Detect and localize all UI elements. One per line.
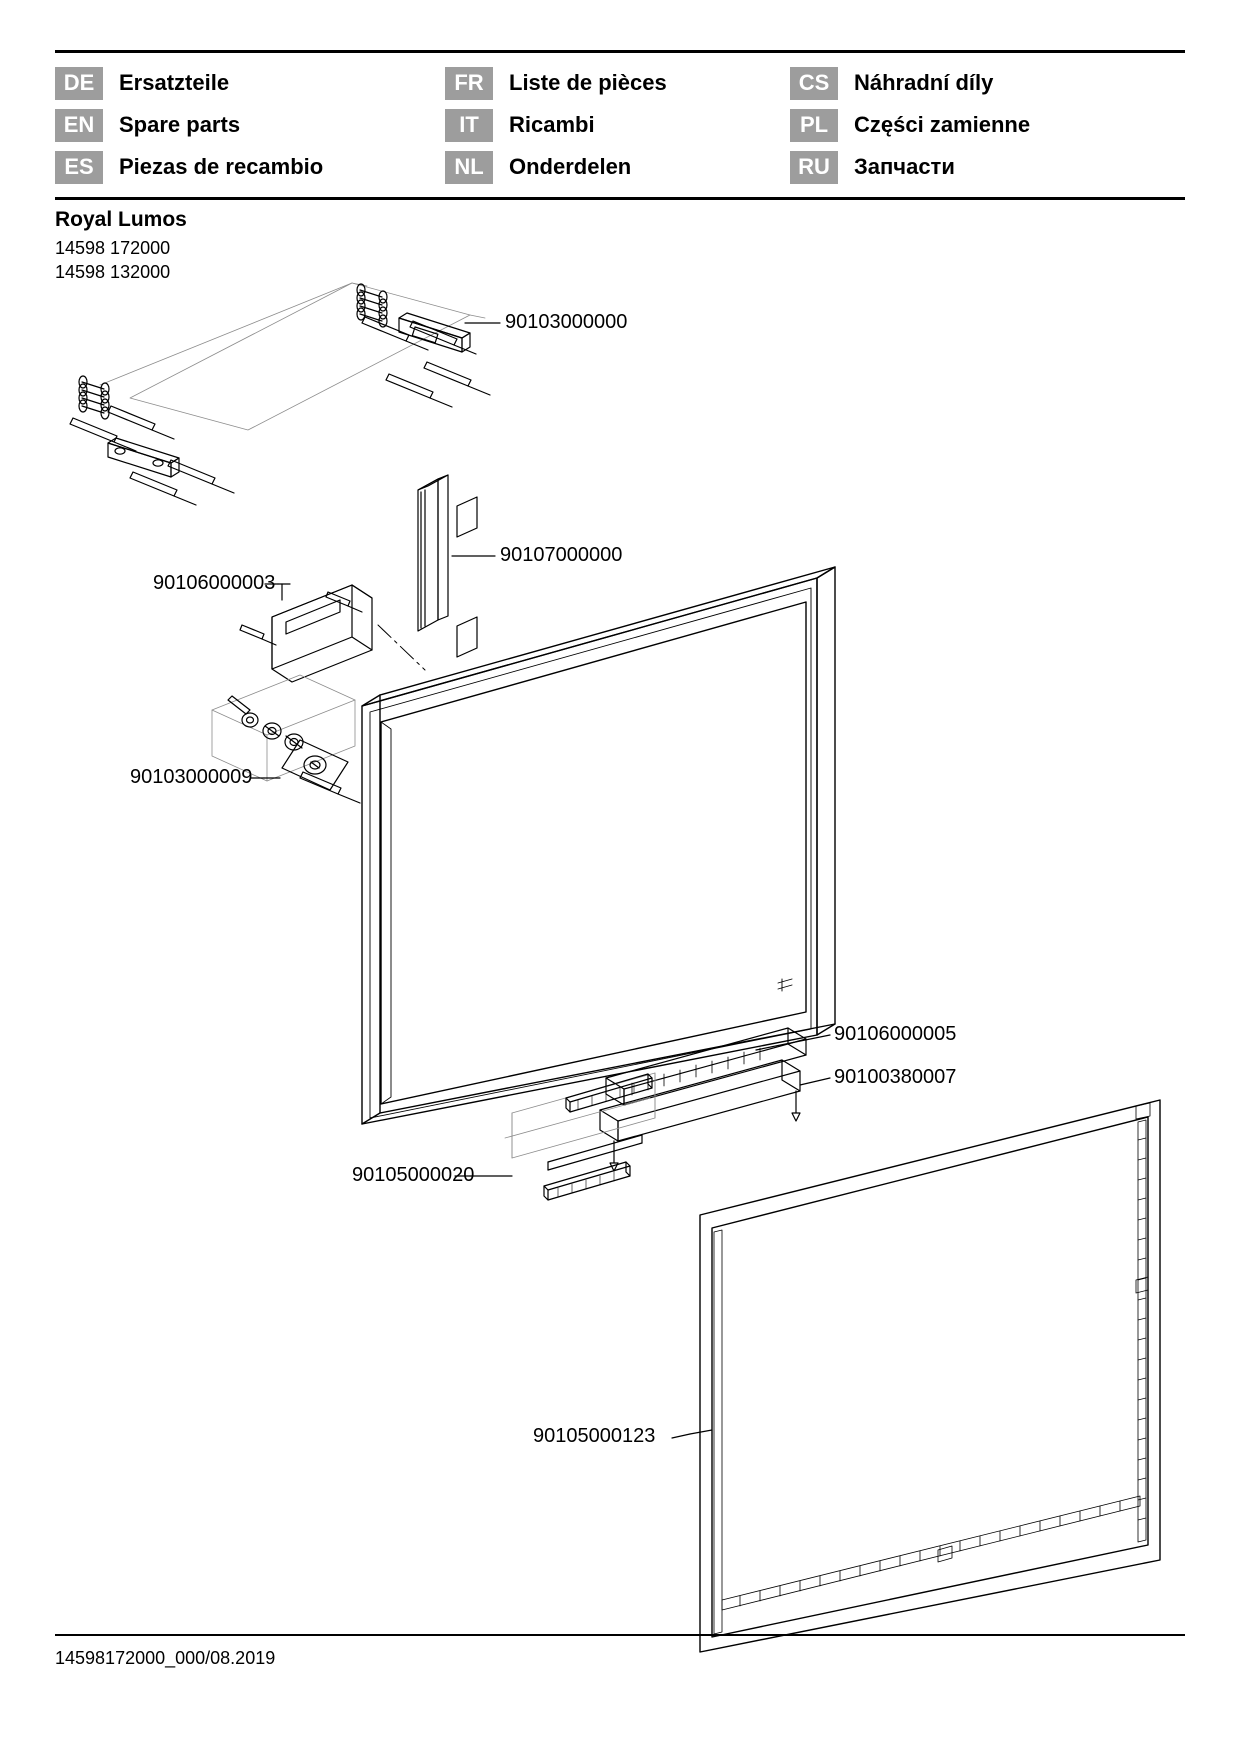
document-code: 14598172000_000/08.2019 xyxy=(55,1648,276,1668)
header-rule-top xyxy=(55,50,1185,53)
callout-90107000000: 90107000000 xyxy=(500,544,623,566)
product-title: Royal Lumos xyxy=(55,208,187,231)
language-code-badge: RU xyxy=(790,151,838,184)
header-rule-bottom xyxy=(55,197,1185,200)
language-row xyxy=(55,62,1185,104)
language-label: Onderdelen xyxy=(509,154,632,179)
language-entry xyxy=(445,109,790,142)
callout-90103000000: 90103000000 xyxy=(505,311,628,333)
language-label: Náhradní díly xyxy=(854,70,994,95)
language-entry xyxy=(790,67,1180,100)
language-entry xyxy=(55,151,445,184)
callout-90106000003: 90106000003 xyxy=(153,572,276,594)
language-label: Ricambi xyxy=(509,112,595,137)
language-code-badge: NL xyxy=(445,151,493,184)
language-label: Ersatzteile xyxy=(119,70,230,95)
language-code-badge: EN xyxy=(55,109,103,142)
callout-90106000005: 90106000005 xyxy=(834,1023,957,1045)
language-entry xyxy=(445,67,790,100)
language-code-badge: IT xyxy=(445,109,493,142)
language-entry xyxy=(55,67,445,100)
callout-90105000020: 90105000020 xyxy=(352,1164,475,1186)
language-label: Spare parts xyxy=(119,112,241,137)
language-entry xyxy=(445,151,790,184)
language-label: Części zamienne xyxy=(854,112,1031,137)
language-label: Piezas de recambio xyxy=(119,154,324,179)
language-code-badge: CS xyxy=(790,67,838,100)
callout-90105000123: 90105000123 xyxy=(533,1425,656,1447)
language-row xyxy=(55,146,1185,188)
callout-90100380007: 90100380007 xyxy=(834,1066,957,1088)
language-entry xyxy=(55,109,445,142)
footer-rule xyxy=(55,1634,1185,1636)
language-label: Liste de pièces xyxy=(509,70,667,95)
language-code-badge: ES xyxy=(55,151,103,184)
language-entry xyxy=(790,109,1180,142)
language-table xyxy=(55,62,1185,188)
language-row xyxy=(55,104,1185,146)
callout-90103000009: 90103000009 xyxy=(130,766,253,788)
language-entry xyxy=(790,151,1180,184)
language-code-badge: PL xyxy=(790,109,838,142)
language-code-badge: DE xyxy=(55,67,103,100)
article-number-secondary: 14598 132000 xyxy=(55,262,171,282)
article-number-primary: 14598 172000 xyxy=(55,238,171,258)
language-label: Запчасти xyxy=(854,154,955,179)
language-code-badge: FR xyxy=(445,67,493,100)
